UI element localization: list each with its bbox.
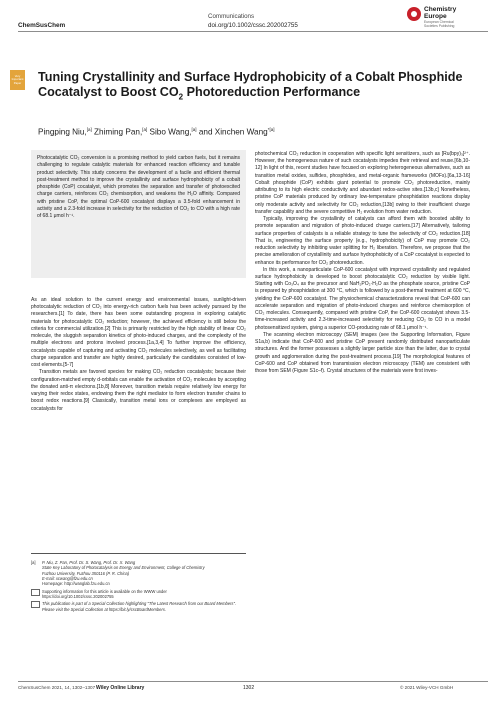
logo-circle-icon	[407, 7, 421, 21]
footnote-address: Fuzhou University, Fuzhou 350116 (P. R. China)	[42, 570, 130, 576]
logo-sub1: European Chemical	[424, 20, 454, 24]
vip-badge: Very Important Paper	[10, 70, 25, 90]
journal-name: ChemSusChem	[18, 22, 66, 29]
header-divider	[18, 31, 488, 32]
logo-line1: Chemistry	[424, 6, 457, 13]
article-title: Tuning Crystallinity and Surface Hydrophobicity of a Cobalt Phosphide Cocatalyst to Boost $CO_2$ Photoreduction Performance	[38, 70, 463, 102]
special-collection-icon	[31, 601, 40, 608]
page-number: 1302	[243, 685, 255, 691]
footer-citation: ChemSusChem 2021, 14, 1302–1307	[18, 685, 96, 690]
body-column-left	[31, 297, 246, 413]
paragraph: The scanning electron microscopy (SEM) images (see the Supporting Information, Figure S1a,b) indicate that CoP-600 and pristine CoP present randomly distributed nanoparticulate structures. And the former possesses a slightly larger particle size than the latter, due to crystal growth and agglomeration during the post-treatment process.[19] The morphological features of CoP-600 and CoP obtained from transmission electron microscopy (TEM) are consistent with those from SEM (Figure S1c–f). Crystal structures of the materials were first inves-	[255, 331, 470, 375]
doi-link[interactable]: doi.org/10.1002/cssc.202002755	[208, 22, 298, 29]
abstract-text: Photocatalytic CO₂ conversion is a promising method to yield carbon fuels, but it remains challenging to regulate catalytic materials for enhanced reaction efficiency and tunable product selectivity. This study concerns the development of a facile and efficient thermal post-treatment method to improve the crystallinity and surface hydrophobicity of a cobalt phosphide (CoP) cocatalyst, which promotes the separation and transfer of photoexcited charge carriers, reinforces CO₂ chemisorption, and weakens the H₂O affinity. Compared with pristine CoP, the optimal CoP-600 cocatalyst displays a 3.5-fold enhancement in activity and a 2.3-fold increase in selectivity for the reduction of CO₂ to CO with a high rate of 68.1 μmol h⁻¹.	[37, 155, 240, 220]
footer-copyright: © 2021 Wiley-VCH GmbH	[400, 685, 454, 690]
author-list: Pingping Niu,[a] Zhiming Pan,[a] Sibo Wang,[a] and Xinchen Wang$^{*[a]}$	[38, 127, 275, 137]
paragraph: photochemical CO₂ reduction in cooperation with specific light sensitizers, such as [Ru(bpy)₃]²⁺. However, the homogeneous nature of such cocatalysts impedes their retrieval and reuse.[6b,10-12] In light of this, recent studies have focused on exploring heterogeneous alternatives, such as transition metal oxides, sulfides, phosphides, and metal-organic frameworks (MOFs).[6a,13-16] Cobalt phosphide (CoP) exhibits giant potential to promote CO₂ photoreduction, mainly attributing to its high electric conductivity and abundant redox-active sites.[13b,c] Nonetheless, pristine CoP materials produced by ordinary low-temperature phosphidation reactions display only moderate activity and selectivity for CO₂ reduction,[13b] owing to their insufficient charge transfer capability and the severe competitive H₂ evolution from water reduction.	[255, 151, 470, 215]
logo-sub2: Societies Publishing	[424, 24, 455, 28]
body-column-right	[255, 151, 470, 375]
supporting-info-icon	[31, 589, 40, 596]
footnote-special-collection: This publication is part of a Special Collection highlighting "The Latest Research from our Board Members". Please visit the Special Collection at https://bit.ly/cscBoardMembers.	[42, 601, 237, 612]
paragraph: Transition metals are favored species for making CO₂ reduction cocatalysts; because their configuration-matched empty d-orbitals can enable the activation of CO₂ molecules by accepting the donated anti-π electrons.[1b,8] Moreover, transition metals require relatively low energy for varying their redox states, endowing them the right mediator to form electron transfer chains to boost redox reactions.[9] Classically, transition metal ions or complexes are employed as cocatalysts for	[31, 369, 246, 412]
author-name: Zhiming Pan,	[91, 127, 143, 137]
footnote-email[interactable]: E-mail: xcwang@fzu.edu.cn	[42, 576, 93, 582]
abstract-box	[31, 150, 246, 278]
footnote-homepage[interactable]: Homepage: http://wanglab.fzu.edu.cn	[42, 581, 110, 587]
footnote-si: Supporting information for this article is available on the WWW under	[42, 588, 167, 594]
paragraph: As an ideal solution to the current energy and environmental issues, sunlight-driven photocatalytic reduction of CO₂ into energy-rich carbon fuels has been actively pursued by the researchers.[1] To date, there has been some outstanding progress in exploring catalytic materials for photocatalytic CO₂ reduction; however, the achieved efficiency is still below the criteria for commercial utilization.[2] This is primarily restricted by the high stability of linear CO₂ molecule, the sluggish separation kinetics of photo-induced charges, and the complexity of the multiple electrons and protons involved process.[1a,3,4] To further improve the efficiency, cocatalysts capable of capturing and activating CO₂ molecules selectively, as well as facilitating charge separation and transfer are highly desired, particularly the candidates consisted of low-cost elements.[5-7]	[31, 297, 246, 369]
logo-line2: Europe	[424, 13, 447, 20]
footnote-authors: P. Niu, Z. Pan, Prof. Dr. S. Wang, Prof. Dr. X. Wang	[42, 560, 136, 565]
author-name: Pingping Niu,	[38, 127, 87, 137]
author-name: Sibo Wang,	[147, 127, 192, 137]
footnote-si-link[interactable]: https://doi.org/10.1002/cssc.202002755	[42, 594, 114, 600]
footnote-affiliation: State Key Laboratory of Photocatalysis on Energy and Environment, College of Chemistry	[42, 565, 205, 571]
footnote-divider	[31, 553, 246, 554]
footer-divider	[18, 681, 488, 682]
publisher-logo	[407, 6, 487, 32]
author-name: and Xinchen Wang	[196, 127, 268, 137]
paragraph: In this work, a nanoparticulate CoP-600 cocatalyst with improved crystallinity and regulated surface hydrophobicity is developed to boost photocatalytic CO₂ reduction by visible light. Starting with Co₃O₄ as the precursor and NaH₂PO₂·H₂O as the phosphate source, pristine CoP is prepared by phosphidation at 300 °C, which is followed by a post-thermal treatment at 600 °C, yielding the CoP-600 cocatalyst. The physiochemical characterizations reveal that CoP-600 can accelerate separation and migration of photo-induced charges and reinforce chemisorption of CO₂ molecules. Consequently, compared with pristine CoP, the CoP-600 cocatalyst shows 3.5-time-increased activity and 2.3-time-increased selectivity for reducing CO₂ to CO in a model photosensitized system, giving a superior CO-producing rate of 68.1 μmol h⁻¹.	[255, 266, 470, 331]
section-label: Communications	[208, 13, 255, 20]
footer-publisher[interactable]: Wiley Online Library	[96, 685, 145, 691]
footnotes: [a] P. Niu, Z. Pan, Prof. Dr. S. Wang, Prof. Dr. X. Wang State Key Laboratory of Photocatalysis on Energy and Environment, College of Chemistry Fuzhou University, Fuzhou 350116 (P. R. China) E-mail: xcwang@fzu.edu.cn Homepage: http://wanglab.fzu.edu.cn Supporting information for this article is available on the WWW under https://doi.org/10.1002/cssc.202002755 This publication is part of a Special Collection highlighting "The Latest Research from our Board Members". Please visit the Special Collection at https://bit.ly/cscBoardMembers.	[31, 560, 246, 612]
paragraph: Typically, improving the crystallinity of catalysts can afford them with boosted ability to promote separation and migration of photo-induced charge carriers.[17] Alternatively, tailoring surface properties of catalysts is a reliable strategy to tune the selectivity of CO₂ reduction.[18] That is, engineering the surface property (e.g., hydrophobicity) of CoP may promote CO₂ reduction selectivity by inhibiting water splitting for H₂ liberation. Therefore, we propose that the precise amelioration of crystallinity and surface hydrophobicity of a CoP cocatalyst is expected to enhance its performance for CO₂ photoreduction.	[255, 216, 470, 266]
